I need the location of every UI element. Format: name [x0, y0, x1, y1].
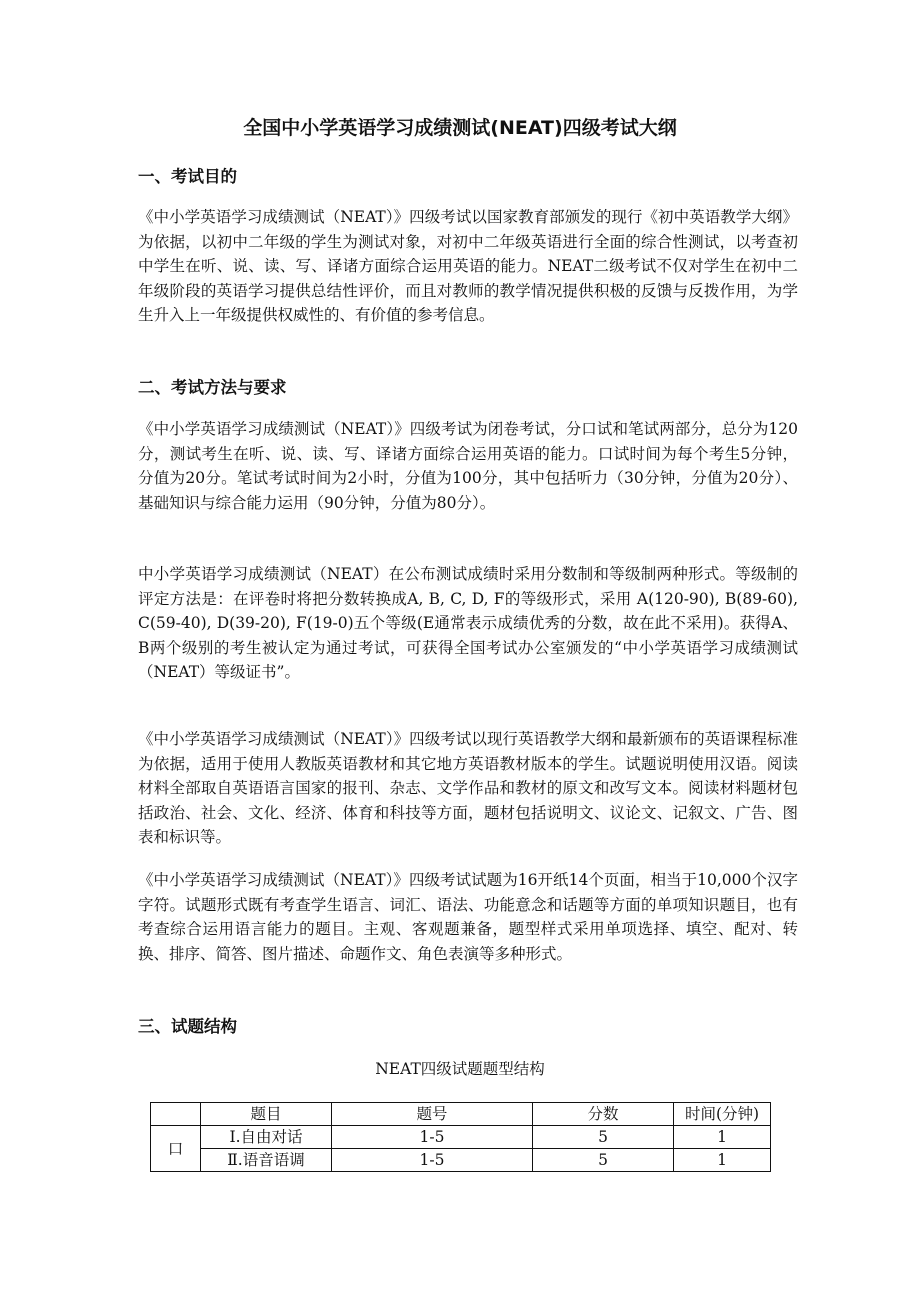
table-group-label: 口 [151, 1126, 201, 1172]
table-cell-number: 1-5 [332, 1126, 533, 1149]
table-header-cell: 时间(分钟) [674, 1103, 771, 1126]
section-heading-method: 二、考试方法与要求 [138, 378, 287, 397]
page-title: 全国中小学英语学习成绩测试(NEAT)四级考试大纲 [243, 117, 677, 139]
paragraph-purpose: 《中小学英语学习成绩测试（NEAT）》四级考试以国家教育部颁发的现行《初中英语教学大纲》为依据，以初中二年级的学生为测试对象，对初中二年级英语进行全面的综合性测试，以考查初中学生在听、说、读、写、译诸方面综合运用英语的能力。NEAT二级考试不仅对学生在初中二年级阶段的英语学习提供总结性评价，而且对教师的教学情况提供积极的反馈与反拨作用，为学生升入上一年级提供权威性的、有价值的参考信息。 [138, 208, 798, 325]
table-header-cell: 题目 [201, 1103, 332, 1126]
structure-table [150, 1102, 771, 1172]
paragraph-method-2: 中小学英语学习成绩测试（NEAT）在公布测试成绩时采用分数制和等级制两种形式。等级制的评定方法是：在评卷时将把分数转换成A, B, C, D, F的等级形式，采用 A(120-90), B(89-60), C(59-40), D(39-20), F(19-0)五个等级(E通常表示成绩优秀的分数，故在此不采用)。获得A、B两个级别的考生被认定为通过考试，可获得全国考试办公室颁发的“中小学英语学习成绩测试（NEAT）等级证书”。 [138, 565, 798, 682]
table-cell-item: Ⅰ.自由对话 [201, 1126, 332, 1149]
table-row [151, 1126, 771, 1149]
table-header-cell [151, 1103, 201, 1126]
table-cell-score: 5 [533, 1149, 674, 1172]
paragraph-method-1: 《中小学英语学习成绩测试（NEAT）》四级考试为闭卷考试，分口试和笔试两部分，总分为120分，测试考生在听、说、读、写、译诸方面综合运用英语的能力。口试时间为每个考生5分钟，分值为20分。笔试考试时间为2小时，分值为100分，其中包括听力（30分钟，分值为20分）、基础知识与综合能力运用（90分钟，分值为80分）。 [138, 420, 798, 512]
table-cell-time: 1 [674, 1149, 771, 1172]
table-header-cell: 题号 [332, 1103, 533, 1126]
table-cell-number: 1-5 [332, 1149, 533, 1172]
table-header-row [151, 1103, 771, 1126]
table-cell-time: 1 [674, 1126, 771, 1149]
table-header-cell: 分数 [533, 1103, 674, 1126]
table-cell-item: Ⅱ.语音语调 [201, 1149, 332, 1172]
table-row [151, 1149, 771, 1172]
paragraph-method-4: 《中小学英语学习成绩测试（NEAT）》四级考试试题为16开纸14个页面，相当于10,000个汉字字符。试题形式既有考查学生语言、词汇、语法、功能意念和话题等方面的单项知识题目，也有考查综合运用语言能力的题目。主观、客观题兼备，题型样式采用单项选择、填空、配对、转换、排序、简答、图片描述、命题作文、角色表演等多种形式。 [138, 871, 798, 963]
section-heading-purpose: 一、考试目的 [138, 167, 237, 186]
section-heading-structure: 三、试题结构 [138, 1017, 237, 1036]
table-caption: NEAT四级试题题型结构 [375, 1060, 545, 1078]
paragraph-method-3: 《中小学英语学习成绩测试（NEAT）》四级考试以现行英语教学大纲和最新颁布的英语课程标准为依据，适用于使用人教版英语教材和其它地方英语教材版本的学生。试题说明使用汉语。阅读材料全部取自英语语言国家的报刊、杂志、文学作品和教材的原文和改写文本。阅读材料题材包括政治、社会、文化、经济、体育和科技等方面，题材包括说明文、议论文、记叙文、广告、图表和标识等。 [138, 730, 798, 847]
table-cell-score: 5 [533, 1126, 674, 1149]
